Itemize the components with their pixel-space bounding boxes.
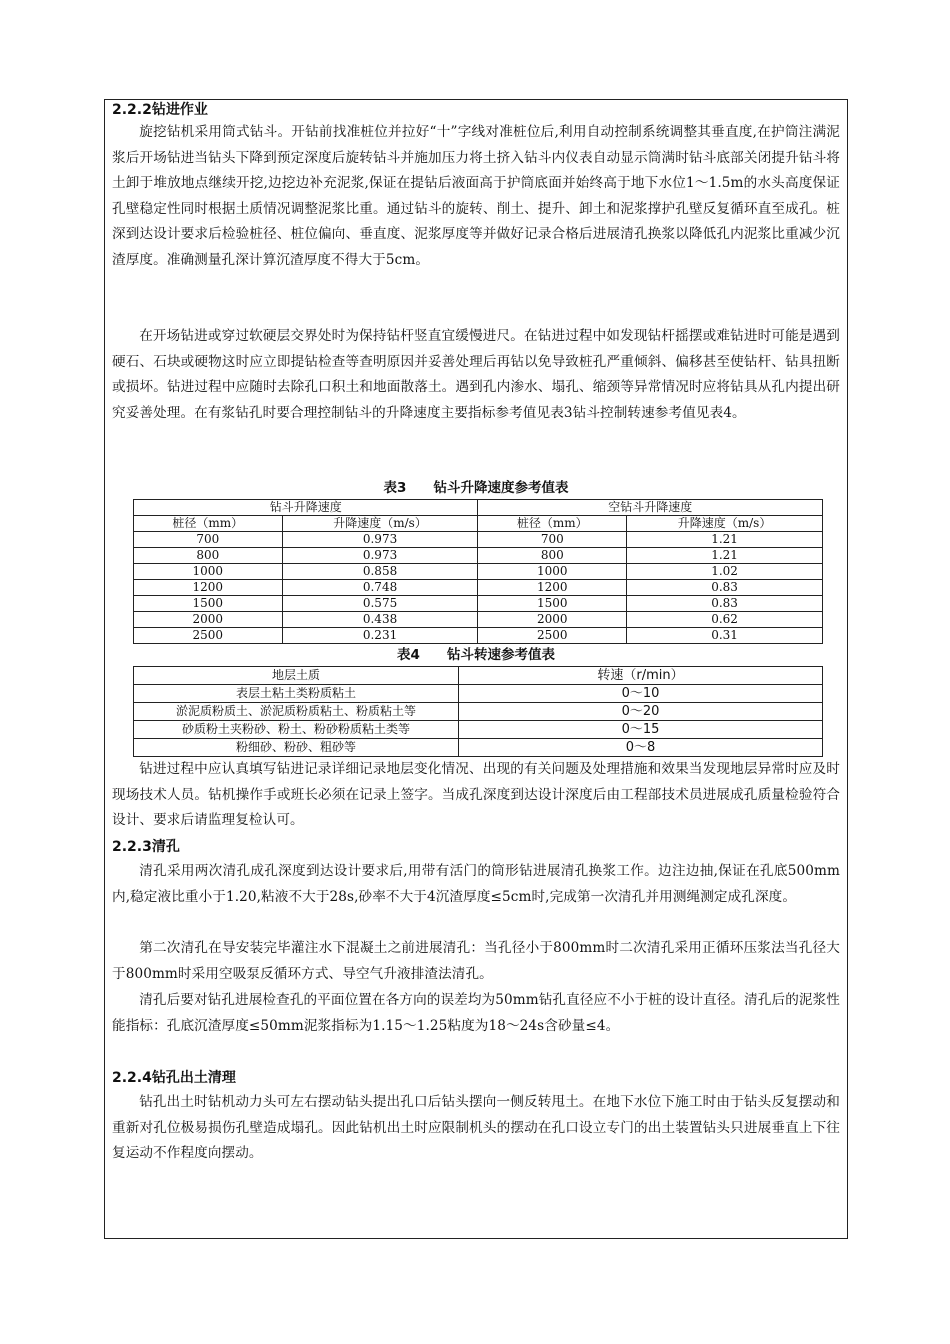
- table-cell: 0～15: [459, 721, 823, 739]
- table-cell: 0.83: [627, 596, 823, 612]
- paragraph: 旋挖钻机采用筒式钻斗。开钻前找准桩位并拉好“十”字线对准桩位后,利用自动控制系统调整其垂直度,在护筒注满泥浆后开场钻进当钻头下降到预定深度后旋转钻斗并施加压力将土挤入钻斗内仪表自动显示筒满时钻斗底部关闭提升钻斗将土卸于堆放地点继续开挖,边挖边补充泥浆,保证在提钻后液面高于护筒底面并始终高于地下水位1～1.5m的水头高度保证孔壁稳定性同时根据土质情况调整泥浆比重。通过钻斗的旋转、削土、提升、卸土和泥浆撑护孔壁反复循环直至成孔。桩深到达设计要求后检验桩径、桩位偏向、垂直度、泥浆厚度等并做好记录合格后进展清孔换浆以降低孔内泥浆比重减少沉渣厚度。准确测量孔深计算沉渣厚度不得大于5cm。: [112, 124, 840, 268]
- table-row: [134, 580, 823, 596]
- table-row: [134, 532, 823, 548]
- table-cell: 0.83: [627, 580, 823, 596]
- table-cell: 1.21: [627, 532, 823, 548]
- document-body: [112, 100, 840, 1167]
- table-cell: 0～8: [459, 739, 823, 757]
- table-cell: 0.575: [282, 596, 478, 612]
- table-cell: 0～20: [459, 703, 823, 721]
- table-cell: 粉细砂、粉砂、粗砂等: [134, 739, 459, 757]
- table-cell: 700: [134, 532, 283, 548]
- table-cell: 1.21: [627, 548, 823, 564]
- table-cell: 1200: [134, 580, 283, 596]
- table-row: [134, 612, 823, 628]
- table-cell: 2000: [134, 612, 283, 628]
- table-cell: 0.62: [627, 612, 823, 628]
- table-cell: 1000: [134, 564, 283, 580]
- table4: [133, 666, 823, 757]
- table-row: [134, 596, 823, 612]
- table-row: [134, 564, 823, 580]
- table-cell: 1500: [478, 596, 627, 612]
- table-cell: 2500: [478, 628, 627, 644]
- table3-group-left: 钻斗升降速度: [134, 500, 478, 516]
- table-cell: 0.858: [282, 564, 478, 580]
- paragraph: 钻孔出土时钻机动力头可左右摆动钻头提出孔口后钻头摆向一侧反转甩土。在地下水位下施工时由于钻头反复摆动和重新对孔位极易损伤孔壁造成塌孔。因此钻机出土时应限制机头的摆动在孔口设立专门的出土装置钻头只进展垂直上下往复运动不作程度向摆动。: [112, 1094, 840, 1161]
- table-row: [134, 739, 823, 757]
- table-row: [134, 721, 823, 739]
- paragraph: 在开场钻进或穿过软硬层交界处时为保持钻杆竖直宜缓慢进尺。在钻进过程中如发现钻杆摇摆或难钻进时可能是遇到硬石、石块或硬物这时应立即提钻检查等查明原因并妥善处理后再钻以免导致桩孔严重倾斜、偏移甚至使钻杆、钻具扭断或损坏。钻进过程中应随时去除孔口积土和地面散落土。遇到孔内渗水、塌孔、缩颈等异常情况时应将钻具从孔内提出研究妥善处理。在有浆钻孔时要合理控制钻斗的升降速度主要指标参考值见表3钻斗控制转速参考值见表4。: [112, 328, 840, 421]
- table-cell: 0.973: [282, 532, 478, 548]
- table3-header: 升降速度（m/s）: [282, 516, 478, 532]
- table-cell: 800: [134, 548, 283, 564]
- paragraph: 清孔采用两次清孔成孔深度到达设计要求后,用带有活门的筒形钻进展清孔换浆工作。边注边抽,保证在孔底500mm 内,稳定液比重小于1.20,粘液不大于28s,砂率不大于4沉渣厚度≤5cm时,完成第一次清孔并用测绳测定成孔深度。: [112, 863, 840, 905]
- table-cell: 0.973: [282, 548, 478, 564]
- section-heading-2-2-2: 2.2.2钻进作业: [112, 102, 208, 118]
- table-row: [134, 628, 823, 644]
- table-cell: 2000: [478, 612, 627, 628]
- paragraph: 第二次清孔在导安装完毕灌注水下混凝土之前进展清孔：当孔径小于800mm时二次清孔采用正循环压浆法当孔径大于800mm时采用空吸泵反循环方式、导空气升液排渣法清孔。: [112, 940, 840, 982]
- table-cell: 1.02: [627, 564, 823, 580]
- table-cell: 0.231: [282, 628, 478, 644]
- table-cell: 淤泥质粉质土、淤泥质粉质粘土、粉质粘土等: [134, 703, 459, 721]
- table3-header: 升降速度（m/s）: [627, 516, 823, 532]
- table3-group-right: 空钻斗升降速度: [478, 500, 823, 516]
- table4-header: 地层土质: [134, 667, 459, 685]
- table-cell: 1200: [478, 580, 627, 596]
- table-row: [134, 703, 823, 721]
- table-cell: 砂质粉土夹粉砂、粉土、粉砂粉质粘土类等: [134, 721, 459, 739]
- table3-caption: 表3 钻斗升降速度参考值表: [383, 480, 569, 496]
- table3-header: 桩径（mm）: [478, 516, 627, 532]
- table3: [133, 499, 823, 644]
- table-cell: 0.31: [627, 628, 823, 644]
- table-cell: 0～10: [459, 685, 823, 703]
- paragraph: 清孔后要对钻孔进展检查孔的平面位置在各方向的误差均为50mm钻孔直径应不小于桩的设计直径。清孔后的泥浆性能指标：孔底沉渣厚度≤50mm泥浆指标为1.15～1.25粘度为18～24s含砂量≤4。: [112, 992, 840, 1034]
- table-cell: 1000: [478, 564, 627, 580]
- table-row: [134, 685, 823, 703]
- table-cell: 2500: [134, 628, 283, 644]
- table3-header: 桩径（mm）: [134, 516, 283, 532]
- table-cell: 1500: [134, 596, 283, 612]
- table4-header: 转速（r/min）: [459, 667, 823, 685]
- table-cell: 800: [478, 548, 627, 564]
- paragraph: 钻进过程中应认真填写钻进记录详细记录地层变化情况、出现的有关问题及处理措施和效果当发现地层异常时应及时现场技术人员。钻机操作手或班长必须在记录上签字。当成孔深度到达设计深度后由工程部技术员进展成孔质量检验符合设计、要求后请监理复检认可。: [112, 761, 840, 828]
- table-cell: 700: [478, 532, 627, 548]
- section-heading-2-2-3: 2.2.3清孔: [112, 839, 180, 855]
- table4-caption: 表4 钻斗转速参考值表: [397, 647, 555, 663]
- table-cell: 表层土粘土类粉质粘土: [134, 685, 459, 703]
- table-cell: 0.438: [282, 612, 478, 628]
- table-cell: 0.748: [282, 580, 478, 596]
- table-row: [134, 548, 823, 564]
- section-heading-2-2-4: 2.2.4钻孔出土清理: [112, 1070, 236, 1086]
